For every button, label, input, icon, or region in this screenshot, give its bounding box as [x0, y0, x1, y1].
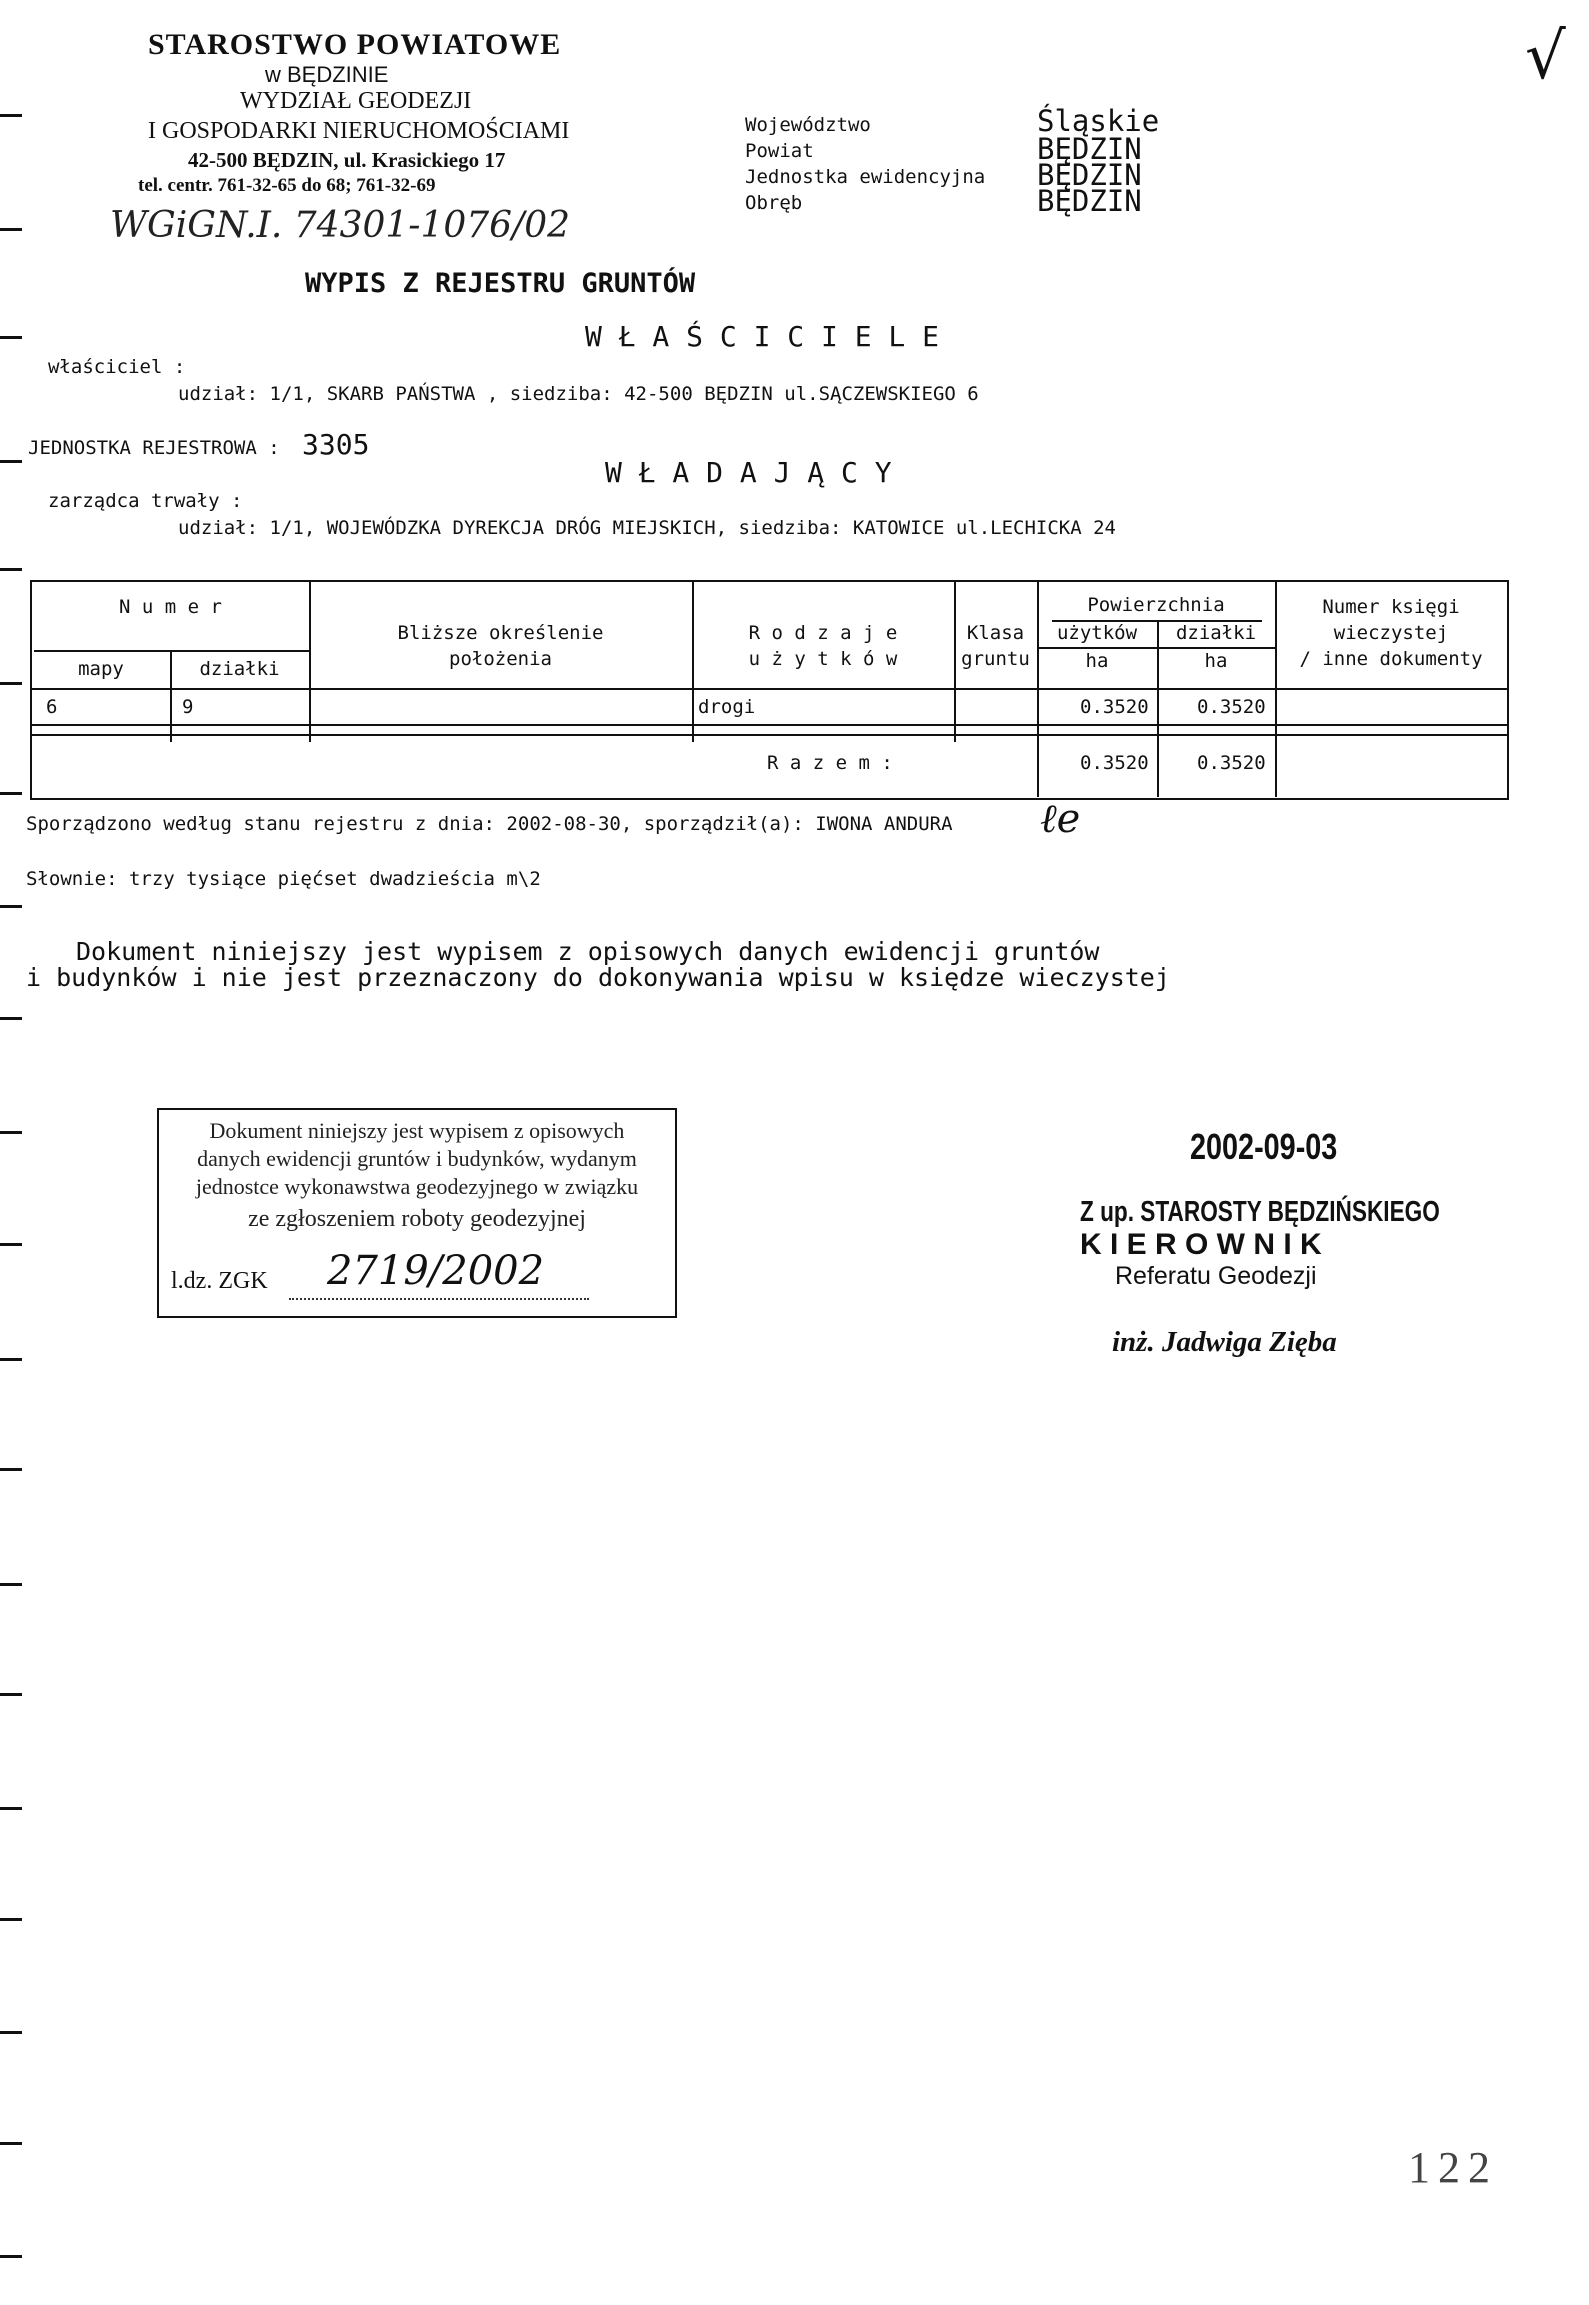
stamp-name: inż. Jadwiga Zięba: [1112, 1326, 1337, 1358]
total-label: R a z e m :: [767, 752, 893, 774]
header-dzialki: działki: [199, 658, 280, 680]
stamp-box-line-2: danych ewidencji gruntów i budynków, wydanym: [197, 1146, 637, 1171]
header-dzialki-area: działki: [1175, 622, 1257, 644]
office-city: w BĘDZINIE: [265, 62, 389, 87]
total-dzialki: 0.3520: [1197, 752, 1266, 774]
ldz-dotted-line: [289, 1298, 589, 1300]
header-ha-2: ha: [1204, 650, 1228, 672]
header-numer: N u m e r: [119, 596, 222, 618]
document-stamp-box: [157, 1108, 677, 1318]
unit-label: JEDNOSTKA REJESTROWA :: [28, 437, 280, 459]
header-ksiegi-1: Numer księgi: [1322, 596, 1460, 618]
total-uzytkow: 0.3520: [1080, 752, 1149, 774]
owner-role: właściciel :: [48, 356, 186, 378]
row-uzytkow-ha: 0.3520: [1080, 696, 1149, 718]
case-number: WGiGN.I. 74301-1076/02: [110, 205, 571, 246]
row-dzialki-ha: 0.3520: [1197, 696, 1266, 718]
unit-number: 3305: [302, 428, 370, 461]
stamp-line-2: K I E R O W N I K: [1080, 1228, 1322, 1261]
check-mark: √: [1525, 20, 1566, 94]
header-powierzchnia: Powierzchnia: [1087, 594, 1225, 616]
header-rodzaje-2: u ż y t k ó w: [748, 648, 898, 670]
header-klasa-1: Klasa: [966, 622, 1025, 644]
managers-heading: W Ł A D A J Ą C Y: [605, 456, 892, 489]
department-line-1: WYDZIAŁ GEODEZJI: [240, 88, 472, 114]
header-klasa-2: gruntu: [961, 648, 1030, 670]
row-mapy: 6: [46, 696, 58, 718]
notice-line-2: i budynków i nie jest przeznaczony do dokonywania wpisu w księdze wieczystej: [26, 963, 1170, 992]
row-dzialki: 9: [182, 696, 194, 718]
label-wojewodztwo: Województwo: [745, 114, 871, 136]
stamp-box-line-3: jednostce wykonawstwa geodezyjnego w związku: [195, 1174, 639, 1199]
stamp-box-line-4: ze zgłoszeniem roboty geodezyjnej: [248, 1206, 586, 1232]
label-jednostka: Jednostka ewidencyjna: [745, 166, 986, 188]
header-mapy: mapy: [78, 658, 124, 680]
header-rodzaje-1: R o d z a j e: [748, 622, 898, 644]
words-line: Słownie: trzy tysiące pięćset dwadzieścia m\2: [26, 868, 541, 890]
office-phone: tel. centr. 761-32-65 do 68; 761-32-69: [138, 175, 436, 196]
stamp-line-1: Z up. STAROSTY BĘDZIŃSKIEGO: [1080, 1196, 1440, 1228]
stamp-date: 2002-09-03: [1190, 1126, 1338, 1167]
value-powiat: BĘDZIN: [1037, 132, 1142, 166]
office-stamp: [80, 20, 580, 260]
value-wojewodztwo: Śląskie: [1037, 104, 1160, 138]
ldz-label: l.dz. ZGK: [171, 1268, 268, 1294]
label-powiat: Powiat: [745, 140, 814, 162]
header-ksiegi-2: wieczystej: [1333, 622, 1449, 644]
header-ha-1: ha: [1085, 650, 1109, 672]
header-blizsze-1: Bliższe określenie: [397, 622, 604, 644]
ldz-value: 2719/2002: [327, 1248, 545, 1294]
prepared-line: Sporządzono według stanu rejestru z dnia: 2002-08-30, sporządził(a): IWONA ANDURA: [26, 813, 953, 835]
parcel-table: [30, 580, 1509, 800]
owner-entry: udział: 1/1, SKARB PAŃSTWA , siedziba: 42-500 BĘDZIN ul.SĄCZEWSKIEGO 6: [178, 383, 979, 405]
page-title: WYPIS Z REJESTRU GRUNTÓW: [305, 268, 696, 299]
notice-line-1: Dokument niniejszy jest wypisem z opisowych danych ewidencji gruntów: [76, 937, 1100, 966]
label-obreb: Obręb: [745, 192, 803, 214]
stamp-line-3: Referatu Geodezji: [1115, 1262, 1317, 1290]
page-number: 122: [1408, 2143, 1498, 2192]
header-blizsze-2: położenia: [449, 648, 552, 670]
office-address: 42-500 BĘDZIN, ul. Krasickiego 17: [188, 148, 506, 172]
header-ksiegi-3: / inne dokumenty: [1299, 648, 1483, 670]
preparer-initials: ℓe: [1040, 796, 1081, 842]
manager-role: zarządca trwały :: [48, 490, 243, 512]
owners-heading: W Ł A Ś C I C I E L E: [585, 320, 940, 353]
department-line-2: I GOSPODARKI NIERUCHOMOŚCIAMI: [148, 118, 570, 144]
row-rodzaj: drogi: [698, 696, 756, 718]
location-block: [745, 104, 1445, 228]
office-name: STAROSTWO POWIATOWE: [148, 28, 562, 61]
manager-entry: udział: 1/1, WOJEWÓDZKA DYREKCJA DRÓG MIEJSKICH, siedziba: KATOWICE ul.LECHICKA 24: [178, 517, 1116, 539]
header-uzytkow: użytków: [1056, 622, 1138, 644]
value-jednostka: BĘDZIN: [1037, 158, 1142, 192]
stamp-box-line-1: Dokument niniejszy jest wypisem z opisowych: [209, 1118, 625, 1143]
value-obreb: BĘDZIN: [1037, 184, 1142, 218]
signature-stamp: [1060, 1120, 1480, 1370]
